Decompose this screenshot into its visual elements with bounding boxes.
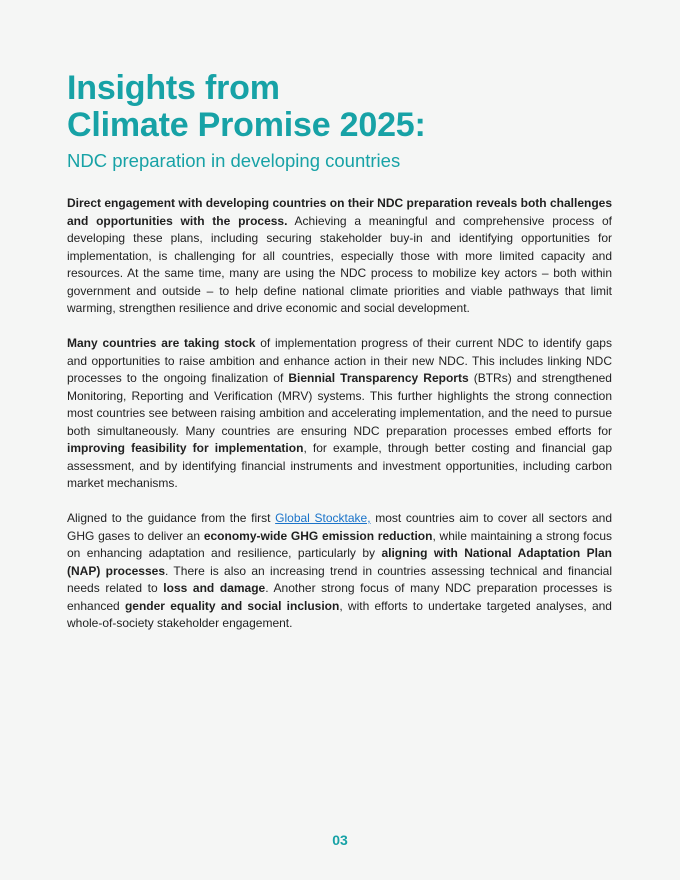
p3-text-2: most countries aim to cover all sectors and GHG gases to deliver an — [67, 511, 612, 543]
body-text — [67, 195, 612, 650]
global-stocktake-link[interactable]: Global Stocktake, — [275, 511, 371, 525]
p3-text-1: Aligned to the guidance from the first — [67, 511, 276, 525]
p3-bold-3: loss and damage — [163, 581, 266, 595]
p3-text-5: . Another strong focus of many NDC preparation processes is enhanced — [67, 581, 613, 613]
page-title — [67, 70, 627, 144]
p2-bold-2: Biennial Transparency Reports — [288, 371, 469, 385]
paragraph-2 — [67, 335, 612, 493]
p3-bold-4: gender equality and social inclusion — [124, 598, 340, 613]
page-number: 03 — [332, 832, 348, 848]
p3-text-6: , with efforts to undertake targeted analyses, and whole-of-society stakeholder engagement. — [67, 598, 612, 630]
p2-bold-1: Many countries are taking stock — [67, 336, 256, 350]
page-subtitle: NDC preparation in developing countries — [67, 150, 401, 171]
p1-bold-1: Direct engagement with developing countries on their NDC preparation reveals both challenges and opportunities with the process. — [67, 196, 612, 228]
title-line-2: Climate Promise 2025: — [67, 106, 426, 144]
p2-text-1: of implementation progress of their current NDC to identify gaps and opportunities to raise ambition and enhance action in their new NDC. This includes linking NDC processes to the ongoing finalization of — [67, 336, 612, 385]
p3-bold-2: aligning with National Adaptation Plan (NAP) processes — [67, 546, 612, 578]
p1-text-1: Achieving a meaningful and comprehensive process of developing these plans, including securing stakeholder buy-in and identifying opportunities for implementation, is challenging for all countries, especially those with more limited capacity and resources. At the same time, many are using the NDC process to mobilize key actors – both within government and outside – to help define national climate priorities and viable pathways that limit warming, strengthen resilience and drive economic and social development. — [67, 213, 612, 315]
p3-text-3: , while maintaining a strong focus on enhancing adaptation and resilience, particularly by — [67, 528, 612, 560]
paragraph-3 — [67, 510, 612, 633]
p2-bold-3: improving feasibility for implementation — [67, 441, 304, 455]
p3-text-4: . There is also an increasing trend in countries assessing technical and financial needs related to — [67, 563, 612, 595]
p2-text-2: (BTRs) and strengthened Monitoring, Reporting and Verification (MRV) systems. This further highlights the strong connection most countries see between raising ambition and accelerating implementation, and the need to pursue both simultaneously. Many countries are ensuring NDC preparation processes embed efforts for — [67, 371, 612, 438]
p3-bold-1: economy-wide GHG emission reduction — [203, 528, 433, 543]
paragraph-1 — [67, 195, 612, 318]
p2-text-3: , for example, through better costing and financial gap assessment, and by identifying financial instruments and investment opportunities, including carbon market mechanisms. — [67, 441, 613, 490]
title-line-1: Insights from — [67, 69, 280, 107]
